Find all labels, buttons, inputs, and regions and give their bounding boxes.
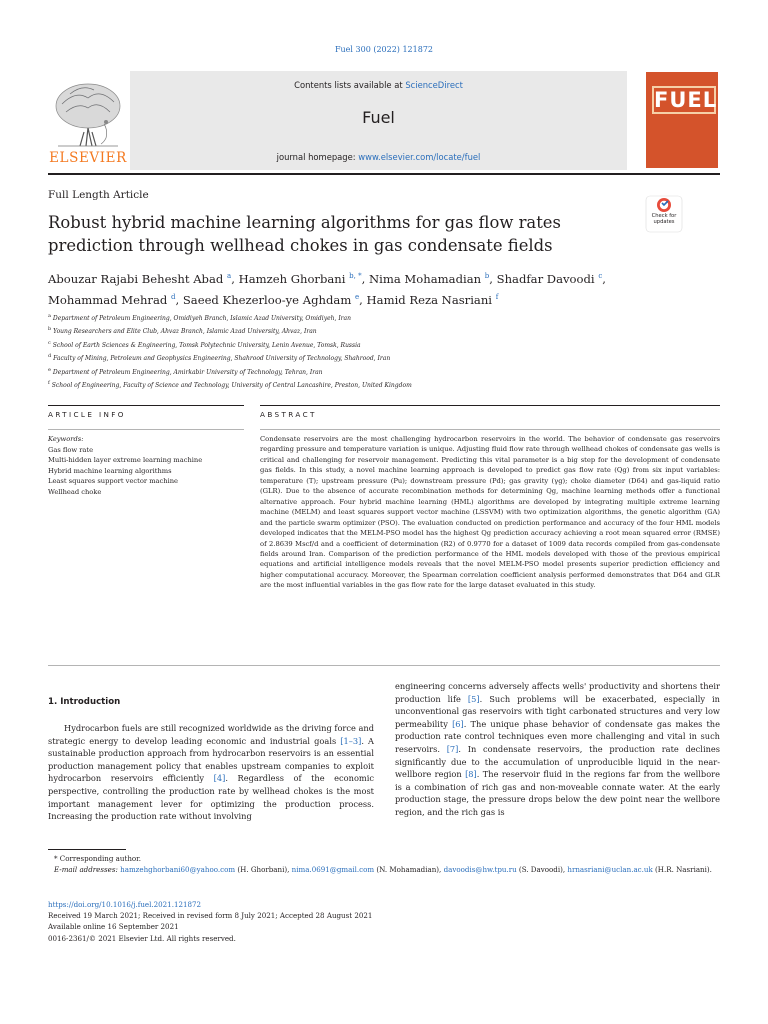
citation-link[interactable]: [8] (465, 769, 477, 780)
citation-link[interactable]: [6] (452, 718, 464, 729)
author-affiliation-mark[interactable]: c (598, 272, 603, 280)
contents-prefix: Contents lists available at (294, 80, 406, 90)
author-separator: , (489, 271, 497, 286)
citation-link[interactable]: [1–3] (340, 735, 362, 746)
affiliation-text: Department of Petroleum Engineering, Amirkabir University of Technology, Tehran, Iran (52, 368, 323, 376)
author-separator: , (175, 292, 183, 307)
homepage-prefix: journal homepage: (276, 152, 359, 162)
email-link[interactable]: nima.0691@gmail.com (291, 865, 375, 875)
email-owner: (H. Ghorbani), (235, 865, 292, 875)
footnote-rule (48, 849, 126, 850)
keyword: Hybrid machine learning algorithms (48, 466, 172, 475)
keyword: Gas flow rate (48, 445, 94, 454)
journal-homepage-link[interactable]: www.elsevier.com/locate/fuel (358, 152, 481, 162)
footnotes (48, 853, 720, 875)
email-owner: (S. Davoodi), (516, 865, 568, 875)
intro-text: . Such problems will be exacerbated, especially in unconventional gas reservoirs with tight carbonated structures and very low permeability (395, 693, 720, 729)
citation-link[interactable]: [7] (446, 743, 459, 754)
keywords-block (48, 434, 244, 498)
author-affiliation-mark[interactable]: a (227, 272, 232, 280)
affiliation-text: Faculty of Mining, Petroleum and Geophysics Engineering, Shahrood University of Technology, Shahrood, Iran (53, 355, 391, 363)
email-addresses (48, 864, 720, 875)
abstract-subrule (260, 429, 720, 430)
email-link[interactable]: hamzehghorbani60@yahoo.com (120, 865, 236, 875)
author-name[interactable]: Saeed Khezerloo-ye Aghdam (182, 292, 352, 307)
received-dates: Received 19 March 2021; Received in revised form 8 July 2021; Accepted 28 August 2021 (48, 911, 373, 921)
email-owner: (N. Mohamadian), (374, 865, 444, 875)
author-affiliation-mark[interactable]: f (495, 292, 499, 301)
affiliation (48, 338, 728, 351)
author-list (48, 267, 728, 309)
journal-name: Fuel (362, 108, 395, 127)
email-link[interactable]: hrnasriani@uclan.ac.uk (567, 865, 653, 875)
affiliation-mark: a (48, 313, 51, 319)
intro-text: engineering concerns adversely affects wells' productivity and shortens their production life (395, 681, 720, 704)
abstract-bottom-rule (48, 665, 720, 666)
affiliation (48, 365, 728, 378)
intro-text: . A sustainable production approach from hydrocarbon reservoirs is an essential production management policy that enables upstream companies to exploit hydrocarbon reservoirs efficiently (48, 735, 375, 784)
intro-text: . Regardless of the economic perspective, controlling the production rate by wellhead chokes is the most important management lever for optimizing the production process. Increasing the production rate without involving (48, 773, 375, 822)
affiliation-mark: b (48, 326, 52, 333)
journal-citation[interactable]: Fuel 300 (2022) 121872 (334, 45, 434, 54)
author-separator: , (231, 271, 239, 286)
article-type: Full Length Article (48, 189, 149, 201)
affiliation-text: School of Engineering, Faculty of Science and Technology, University of Central Lancashire, Preston, United Kingdom (51, 382, 412, 390)
check-for-updates-label: Check for updates (651, 213, 677, 225)
affiliation (48, 351, 728, 364)
keyword: Wellhead choke (48, 487, 102, 496)
keywords-list (48, 445, 244, 498)
cover-title: FUEL (654, 88, 718, 112)
keyword: Least squares support vector machine (48, 477, 178, 486)
intro-text: . The reservoir fluid in the regions far from the wellbore is a combination of rich gas and non-moveable connate water. At the early production stage, the pressure drops below the dew point near the wellbore region, and the rich gas is (395, 769, 720, 817)
copyright: 0016-2361/© 2021 Elsevier Ltd. All rights reserved. (48, 933, 236, 943)
doi-link[interactable]: https://doi.org/10.1016/j.fuel.2021.121872 (48, 900, 202, 909)
keyword: Multi-hidden layer extreme learning machine (48, 456, 203, 465)
affiliation-text: Department of Petroleum Engineering, Omidiyeh Branch, Islamic Azad University, Omidiyeh, Iran (52, 315, 351, 322)
email-owner: (H.R. Nasriani). (652, 865, 712, 875)
affiliation (48, 311, 728, 324)
affiliation-text: Young Researchers and Elite Club, Ahvaz Branch, Islamic Azad University, Ahvaz, Iran (53, 328, 317, 336)
author-name[interactable]: Shadfar Davoodi (496, 271, 595, 286)
author-name[interactable]: Mohammad Mehrad (48, 292, 168, 307)
author-name[interactable]: Hamzeh Ghorbani (238, 271, 346, 286)
article-info-subrule (48, 429, 244, 430)
affiliation (48, 324, 728, 337)
publication-info (48, 899, 720, 944)
intro-text: . The unique phase behavior of condensate gas makes the production rate control techniques even more challenging and vital in such reservoirs. (395, 718, 720, 754)
article-info-rule (48, 405, 244, 406)
affiliation-mark: e (48, 366, 51, 373)
sciencedirect-link[interactable]: ScienceDirect (405, 80, 463, 90)
article-info-heading: ARTICLE INFO (48, 410, 126, 419)
author-affiliation-mark[interactable]: d (171, 292, 176, 301)
available-online: Available online 16 September 2021 (48, 922, 179, 932)
homepage-line (130, 152, 627, 162)
introduction-heading: 1. Introduction (48, 697, 121, 707)
author-separator: , (602, 271, 606, 286)
author-name[interactable]: Abouzar Rajabi Behesht Abad (48, 271, 224, 286)
header-rule (48, 173, 720, 175)
introduction-right-column (395, 680, 720, 819)
author-affiliation-mark[interactable]: b, * (349, 272, 362, 280)
article-title: Robust hybrid machine learning algorithms for gas flow rates prediction through wellhead chokes in gas condensate fields (48, 213, 561, 255)
keywords-title: Keywords: (48, 435, 84, 443)
author-separator: , (359, 292, 367, 307)
author-separator: , (361, 271, 369, 286)
introduction-left-column (48, 722, 374, 823)
affiliation-mark: d (48, 353, 52, 360)
email-label: E-mail addresses: (54, 865, 118, 875)
intro-text: . In condensate reservoirs, the production rate declines significantly due to the accumulation of unproducible liquid in the near-wellbore region (395, 743, 721, 780)
citation-link[interactable]: [5] (467, 693, 480, 704)
affiliation (48, 378, 728, 391)
author-affiliation-mark[interactable]: b (484, 272, 490, 280)
corresponding-author-note: * Corresponding author. (54, 854, 142, 863)
journal-cover-image[interactable] (646, 72, 718, 168)
contents-line (130, 80, 627, 90)
affiliation-list (48, 311, 728, 391)
intro-text: Hydrocarbon fuels are still recognized worldwide as the driving force and strategic energy to develop leading economic and industrial goals (48, 723, 374, 746)
abstract-heading: ABSTRACT (260, 410, 317, 419)
author-name[interactable]: Hamid Reza Nasriani (366, 292, 493, 307)
affiliation-mark: f (48, 380, 50, 387)
email-link[interactable]: davoodis@hw.tpu.ru (443, 865, 517, 875)
author-name[interactable]: Nima Mohamadian (368, 271, 482, 286)
citation-link[interactable]: [4] (213, 773, 226, 784)
author-affiliation-mark[interactable]: e (355, 292, 360, 301)
affiliation-mark: c (48, 339, 51, 346)
affiliation-text: School of Earth Sciences & Engineering, Tomsk Polytechnic University, Lenin Avenue, Tomsk, Russia (52, 341, 361, 349)
elsevier-wordmark: ELSEVIER (49, 150, 127, 166)
abstract-text: Condensate reservoirs are the most challenging hydrocarbon reservoirs in the world. The behavior of condensate gas reservoirs regarding pressure and temperature variation is unique. Adjusting fluid flow rate through wellhead chokes of condensate gas wells is critical and challenging for reservoir management. Predicting this vital parameter is a big step for the development of condensate gas fields. In this study, a novel machine learning approach is developed to predict gas flow rate (Qg) from six input variables: temperature (T); upstream pressure (Pu); downstream pressure (Pd); gas gravity (γg); choke diameter (D64) and gas-liquid ratio (GLR). Due to the absence of accurate recombination methods for determining Qg, machine learning methods offer a functional alternative approach. Four hybrid machine learning (HML) algorithms are developed by integrating multiple extreme learning machine (MELM) and least squares support vector machine (LSSVM) with two optimization algorithms, the genetic algorithm (GA) and the particle swarm optimizer (PSO). The evaluation conducted on prediction performance and accuracy of the four HML models developed indicates that the MELM-PSO model has the highest Qg prediction accuracy achieving a root mean squared error (RMSE) of 2.8639 Mscf/d and a coefficient of determination (R2) of 0.9770 for a dataset of 1009 data records compiled from gas-condensate fields around Iran. Comparison of the prediction performance of the HML models developed with those of the previous empirical equations and artificial intelligence models reveals that the novel MELM-PSO model presents superior prediction efficiency and higher computational accuracy. Moreover, the Spearman correlation coefficient analysis performed demonstrates that D64 and GLR are the most influential variables in the gas flow rate for the large dataset evaluated in this study. (260, 435, 720, 590)
abstract-rule (260, 405, 720, 406)
